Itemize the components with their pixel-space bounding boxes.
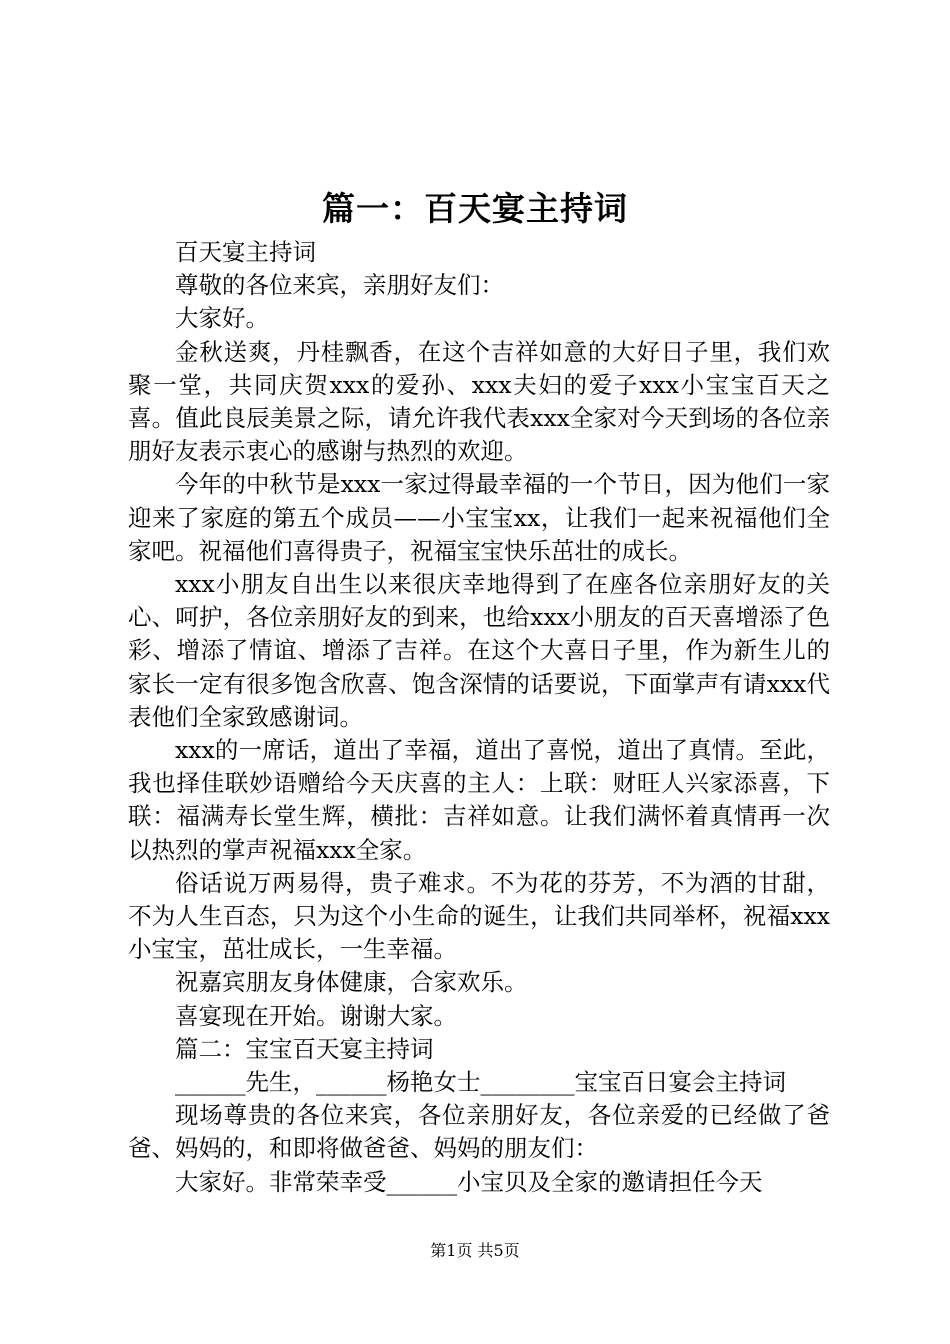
document-title: 篇一：百天宴主持词 [322,189,628,228]
paragraph: 大家好。非常荣幸受______小宝贝及全家的邀请担任今天 [175,1167,763,1196]
page-number-footer: 第1页 共5页 [430,1241,520,1260]
paragraph: 俗话说万两易得，贵子难求。不为花的芬芳，不为酒的甘甜，不为人生百态，只为这个小生命的诞生，让我们共同举杯，祝福xxx小宝宝，茁壮成长，一生幸福。 [128,868,830,964]
paragraph: 金秋送爽，丹桂飘香，在这个吉祥如意的大好日子里，我们欢聚一堂，共同庆贺xxx的爱孙、xxx夫妇的爱子xxx小宝宝百天之喜。值此良辰美景之际，请允许我代表xxx全家对今天到场的各位亲朋好友表示衷心的感谢与热烈的欢迎。 [128,337,830,466]
paragraph: 百天宴主持词 [175,238,316,266]
document-body [128,236,830,1199]
paragraph: 祝嘉宾朋友身体健康，合家欢乐。 [175,968,528,997]
paragraph: 尊敬的各位来宾，亲朋好友们： [175,271,504,300]
paragraph: 今年的中秋节是xxx一家过得最幸福的一个节日，因为他们一家迎来了家庭的第五个成员——小宝宝xx，让我们一起来祝福他们全家吧。祝福他们喜得贵子，祝福宝宝快乐茁壮的成长。 [128,470,830,565]
section-heading: 篇二：宝宝百天宴主持词 [175,1034,434,1063]
paragraph: 喜宴现在开始。谢谢大家。 [175,1001,457,1030]
paragraph: 现场尊贵的各位来宾，各位亲朋好友，各位亲爱的已经做了爸爸、妈妈的，和即将做爸爸、妈妈的朋友们： [128,1101,830,1163]
paragraph: xxx小朋友自出生以来很庆幸地得到了在座各位亲朋好友的关心、呵护，各位亲朋好友的到来，也给xxx小朋友的百天喜增添了色彩、增添了情谊、增添了吉祥。在这个大喜日子里，作为新生儿的家长一定有很多饱含欣喜、饱含深情的话要说，下面掌声有请xxx代表他们全家致感谢词。 [128,570,830,731]
paragraph: ______先生，______杨艳女士________宝宝百日宴会主持词 [175,1068,786,1097]
paragraph: 大家好。 [175,304,269,333]
paragraph: xxx的一席话，道出了幸福，道出了喜悦，道出了真情。至此，我也择佳联妙语赠给今天庆喜的主人：上联：财旺人兴家添喜，下联：福满寿长堂生辉，横批：吉祥如意。让我们满怀着真情再一次以热烈的掌声祝福xxx全家。 [128,736,830,864]
